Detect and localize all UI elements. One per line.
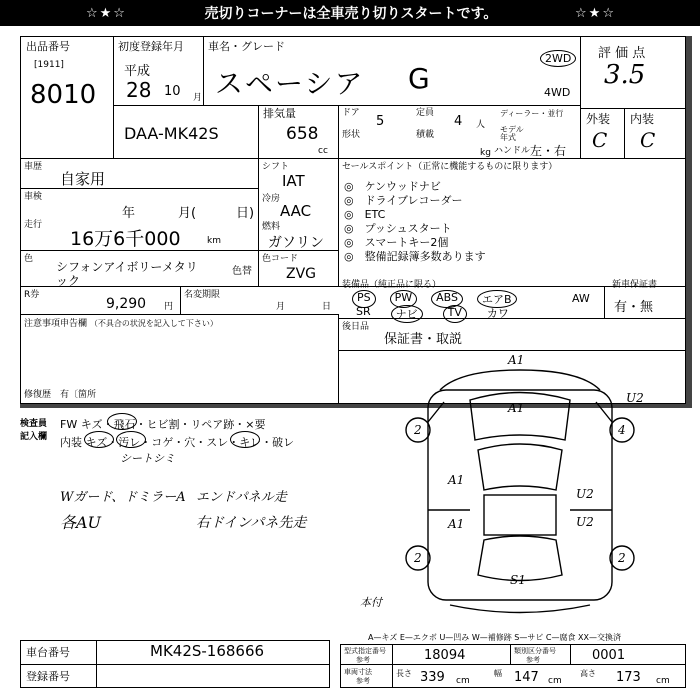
divider <box>258 105 259 158</box>
divider <box>510 644 511 664</box>
handle-label: ハンドル <box>494 146 531 156</box>
divider <box>580 36 581 158</box>
recycle-unit: 円 <box>164 302 174 312</box>
divider <box>258 158 259 286</box>
length-unit: cm <box>456 676 470 686</box>
repair-history-label: 修復歴 <box>24 390 52 400</box>
equipment-row2 <box>356 305 509 323</box>
height-value: 173 <box>616 670 641 685</box>
color-code-value: ZVG <box>286 266 317 282</box>
recycle-label: R券 <box>24 290 40 300</box>
registration-year: 28 <box>126 78 152 102</box>
inspector-row2: 内装 キズ・汚レ・コゲ・穴・スレ・キレ・破レ <box>60 436 295 449</box>
name-change-day: 日 <box>322 302 332 312</box>
list-item: ◎ プッシュスタート <box>344 222 452 235</box>
dimensions-label: 車両寸法 <box>344 668 372 676</box>
length-value: 339 <box>420 670 445 685</box>
registration-era: 平成 <box>124 64 151 79</box>
height-label: 高さ <box>580 669 596 678</box>
score-value: 3.5 <box>604 60 646 90</box>
list-item: ◎ 整備記録簿多数あります <box>344 250 486 263</box>
interior-grade: C <box>640 128 656 152</box>
listing-number: 8010 <box>30 80 97 110</box>
history-value: 自家用 <box>60 170 106 188</box>
equipment-label: 装備品（純正品に限る） <box>342 280 442 290</box>
divider <box>570 644 571 664</box>
displacement-unit: cc <box>318 146 328 156</box>
capacity-label: 定員 <box>416 108 435 118</box>
top-banner <box>0 0 700 26</box>
sheet-shadow-right <box>686 36 692 404</box>
model-name: スペーシア <box>215 67 365 100</box>
type-spec-ref: 参考 <box>356 656 370 664</box>
length-label: 長さ <box>396 669 412 678</box>
registration-month: 10 <box>164 84 181 99</box>
name-change-month: 月 <box>276 302 286 312</box>
inspection-day-label: 日) <box>236 206 255 221</box>
equipment-abs: ABS <box>431 290 463 308</box>
inspector-label: 検査員 記入欄 <box>20 419 48 442</box>
width-unit: cm <box>548 676 562 686</box>
circle-mark <box>84 431 114 448</box>
dimensions-ref: 参考 <box>356 677 370 685</box>
selling-points-label: セールスポイント（正常に機能するものに限ります） <box>342 162 558 172</box>
dealer-line1: ディーラー・並行 <box>500 109 564 118</box>
divider <box>20 188 258 189</box>
type-spec-label: 型式指定番号 <box>344 647 386 655</box>
displacement-label: 排気量 <box>263 107 296 120</box>
color-code-label: 色コード <box>262 254 299 264</box>
mark-tire-front-right: 4 <box>618 423 626 437</box>
score-label: 評 価 点 <box>598 46 646 61</box>
notes-label: 注意事項申告欄 （不具合の状況を記入して下さい） <box>24 319 218 329</box>
ac-value: AAC <box>280 202 312 220</box>
width-value: 147 <box>514 670 539 685</box>
dealer-line3: 年式 <box>500 133 516 142</box>
handwriting-2: 各AU <box>60 513 102 532</box>
inspector-row1: FW キズ・飛石・ヒビ割・リペア跡・×要 <box>60 418 266 431</box>
list-item: ◎ ETC <box>344 208 386 221</box>
mark-tire-front-left: 2 <box>414 423 422 437</box>
divider <box>20 158 686 159</box>
mark-hood: A1 <box>508 401 525 415</box>
equipment-ps: PS <box>352 290 376 308</box>
width-label: 幅 <box>494 669 502 678</box>
rear-bumper-outline <box>450 605 590 613</box>
handle-value: 左・右 <box>530 144 567 158</box>
fuel-value: ガソリン <box>268 235 324 251</box>
banner-stars-left: ☆★☆ <box>86 5 127 21</box>
type-spec-value: 18094 <box>424 648 466 663</box>
divider <box>338 158 339 286</box>
mileage-value: 16万6千000 <box>70 228 181 250</box>
mileage-unit: km <box>207 236 221 246</box>
fuel-label: 燃料 <box>262 222 281 232</box>
divider <box>604 286 605 318</box>
capacity-unit: 人 <box>476 120 486 130</box>
color-label: 色 <box>24 254 34 264</box>
inspection-label: 車検 <box>24 192 43 202</box>
divider <box>96 640 97 688</box>
payload-label: 積載 <box>416 130 435 140</box>
model-label: 車名・グレード <box>208 40 285 53</box>
circle-mark <box>116 431 146 448</box>
banner-stars-right: ☆★☆ <box>575 5 616 21</box>
exterior-label: 外装 <box>586 112 611 126</box>
divider <box>338 314 339 404</box>
mark-front: A1 <box>508 353 525 367</box>
handwriting-4: 右ドインパネ先走 <box>196 515 307 531</box>
handwriting-1: Wガード、ドミラーA <box>60 490 186 505</box>
divider <box>203 36 204 105</box>
equipment-airbag: エアB <box>477 290 517 308</box>
mark-tire-rear-left: 2 <box>414 551 422 565</box>
shift-value: IAT <box>282 172 305 190</box>
windshield-outline <box>478 444 562 490</box>
divider <box>580 108 686 109</box>
color-value-line1: シフォンアイボリーメタリ <box>56 260 198 274</box>
shape-label: 形状 <box>342 130 361 140</box>
model-grade: G <box>408 62 430 95</box>
inspection-month-label: 月( <box>178 206 197 221</box>
divider <box>338 105 339 158</box>
circle-mark <box>107 413 137 430</box>
recycle-value: 9,290 <box>106 296 147 312</box>
new-warranty-label: 新車保証書 <box>612 280 658 290</box>
listing-label: 出品番号 <box>26 40 70 53</box>
new-warranty-value: 有・無 <box>614 300 654 315</box>
equipment-navi: ナビ <box>391 305 423 323</box>
mark-tire-rear-right: 2 <box>618 551 626 565</box>
rear-label: 後日品 <box>342 322 370 332</box>
repair-history-value: 有〔箇所 <box>60 390 97 400</box>
equipment-aw: AW <box>572 292 590 305</box>
registration-month-unit: 月 <box>193 93 203 103</box>
listing-sub: [1911] <box>34 60 64 70</box>
class-spec-ref: 参考 <box>526 656 540 664</box>
handwriting-3: エンドパネル走 <box>196 490 287 505</box>
payload-unit: kg <box>480 148 491 158</box>
list-item: ◎ ケンウッドナビ <box>344 180 441 193</box>
car-damage-diagram <box>380 350 680 630</box>
inspector-note: シートシミ <box>120 452 175 465</box>
model-code: DAA-MK42S <box>124 124 219 143</box>
chassis-label: 車台番号 <box>26 646 70 659</box>
divider <box>180 286 181 314</box>
registration-label: 初度登録年月 <box>118 40 184 53</box>
equipment-pw: PW <box>390 290 418 308</box>
front-bumper-outline <box>440 370 600 390</box>
mark-rear: S1 <box>510 573 526 587</box>
equipment-leather: カワ <box>486 307 509 320</box>
divider <box>392 644 393 688</box>
mark-right-rear: U2 <box>576 515 594 529</box>
divider <box>113 105 580 106</box>
mark-left-door: A1 <box>448 473 465 487</box>
inspection-year-label: 年 <box>122 206 136 221</box>
capacity-value: 4 <box>454 114 463 129</box>
history-label: 車歴 <box>24 162 43 172</box>
list-item: ◎ スマートキー2個 <box>344 236 449 249</box>
plate-label: 登録番号 <box>26 670 70 683</box>
name-change-label: 名変期限 <box>184 290 221 300</box>
ac-label: 冷房 <box>262 194 281 204</box>
drive-2wd-circled: 2WD <box>540 50 576 67</box>
rear-value: 保証書・取説 <box>384 332 463 347</box>
equipment-sr: SR <box>356 305 371 318</box>
roof-outline <box>484 495 556 535</box>
dealer-line2: モデル <box>500 125 524 134</box>
color-value-line2: ック <box>56 274 81 288</box>
displacement-value: 658 <box>286 124 319 144</box>
mileage-label: 走行 <box>24 220 43 230</box>
banner-text: 売切りコーナーは全車売り切りスタートです。 <box>204 6 498 22</box>
mark-left-rear-door: A1 <box>448 517 465 531</box>
circle-mark <box>230 431 260 448</box>
drive-4wd: 4WD <box>544 86 571 99</box>
handwriting-5: 本付 <box>360 596 382 609</box>
divider <box>20 314 338 315</box>
mark-right-side: U2 <box>576 487 594 501</box>
selling-points-list <box>344 178 486 262</box>
mark-right-front: U2 <box>626 391 644 405</box>
divider <box>624 108 625 158</box>
hood-outline <box>470 393 570 441</box>
repaint-label: 色替 <box>232 266 252 277</box>
chassis-value: MK42S-168666 <box>150 642 265 660</box>
shift-label: シフト <box>262 162 290 172</box>
divider <box>20 664 330 665</box>
equipment-tv: TV <box>443 305 467 323</box>
height-unit: cm <box>656 676 670 686</box>
doors-value: 5 <box>376 114 385 129</box>
class-spec-label: 類別区分番号 <box>514 647 556 655</box>
doors-label: ドア <box>342 108 360 118</box>
damage-legend: A—キズ E—エクボ U—凹み W—補修跡 S—サビ C—腐食 XX—交換済 <box>368 633 622 642</box>
divider <box>113 36 114 158</box>
exterior-grade: C <box>592 128 608 152</box>
class-spec-value: 0001 <box>592 648 626 663</box>
interior-label: 内装 <box>630 112 655 126</box>
list-item: ◎ ドライブレコーダー <box>344 194 463 207</box>
